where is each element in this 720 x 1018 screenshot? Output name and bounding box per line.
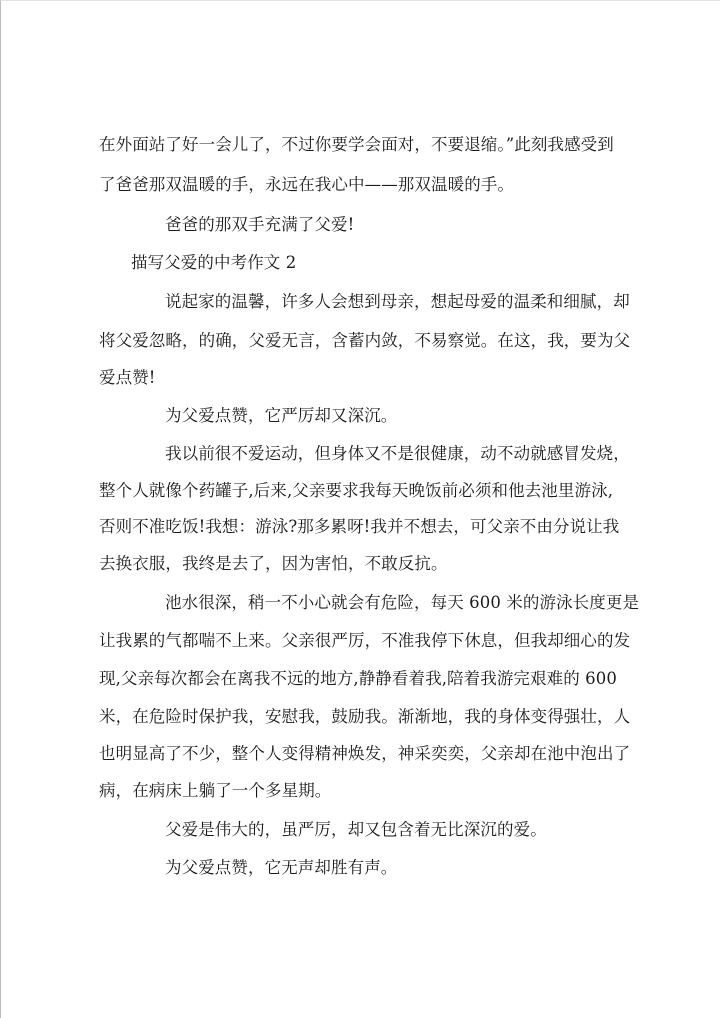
- paragraph-line: 在外面站了好一会儿了，不过你要学会面对，不要退缩。”此刻我感受到: [99, 135, 614, 154]
- paragraph-line: 病，在病床上躺了一个多星期。: [99, 781, 332, 800]
- paragraph-line: 整个人就像个药罐子,后来,父亲要求我每天晚饭前必须和他去池里游泳,: [99, 481, 614, 500]
- paragraph-line: 米，在危险时保护我，安慰我，鼓励我。渐渐地，我的身体变得强壮，人: [99, 707, 631, 726]
- paragraph-line: 去换衣服，我终是去了，因为害怕，不敢反抗。: [99, 554, 448, 573]
- paragraph-line: 将父爱忽略，的确，父爱无言，含蓄内敛，不易察觉。在这，我，要为父: [99, 331, 631, 350]
- paragraph-line: 为父爱点赞，它无声却胜有声。: [165, 858, 398, 877]
- paragraph-line: 爱点赞!: [99, 368, 156, 387]
- paragraph-line: 也明显高了不少，整个人变得精神焕发，神采奕奕，父亲却在池中泡出了: [99, 744, 631, 763]
- paragraph-line: 说起家的温馨，许多人会想到母亲，想起母爱的温柔和细腻，却: [165, 292, 630, 311]
- paragraph-line: 我以前很不爱运动，但身体又不是很健康，动不动就感冒发烧，: [165, 444, 630, 463]
- section-heading: 描写父爱的中考作文 2: [131, 253, 297, 272]
- paragraph-line: 现,父亲每次都会在离我不远的地方,静静看着我,陪着我游完艰难的 600: [99, 669, 617, 688]
- paragraph-line: 了爸爸那双温暖的手，永远在我心中——那双温暖的手。: [99, 175, 514, 194]
- paragraph-line: 父爱是伟大的，虽严厉，却又包含着无比深沉的爱。: [165, 820, 547, 839]
- paragraph-line: 让我累的气都喘不上来。父亲很严厉，不准我停下休息，但我却细心的发: [99, 631, 631, 650]
- paragraph-line: 为父爱点赞，它严厉却又深沉。: [165, 406, 398, 425]
- paragraph-line: 爸爸的那双手充满了父爱!: [165, 215, 355, 234]
- paragraph-line: 池水很深，稍一不小心就会有危险，每天 600 米的游泳长度更是: [165, 593, 640, 612]
- paragraph-line: 否则不准吃饭!我想：游泳?那多累呀!我并不想去，可父亲不由分说让我: [99, 517, 620, 536]
